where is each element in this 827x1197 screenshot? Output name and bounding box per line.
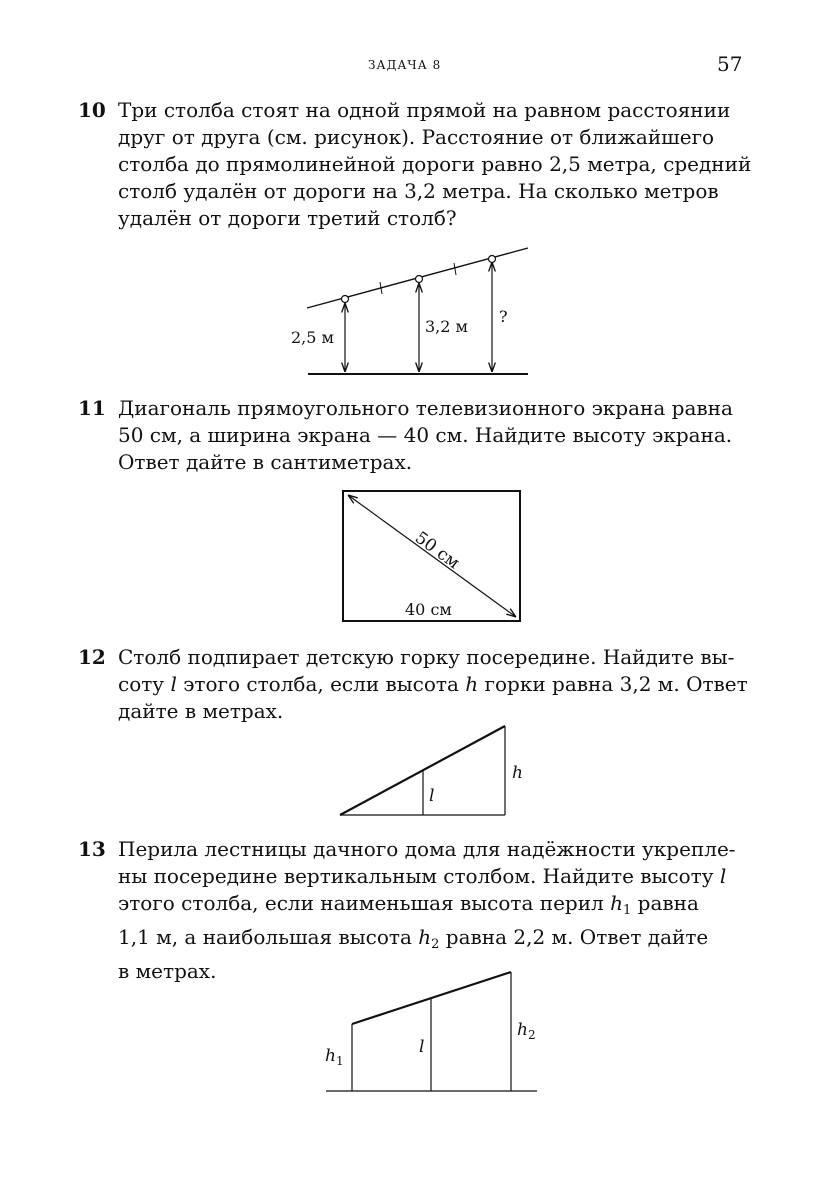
text-line: Столб подпирает детскую горку посередине. Найдите вы-	[118, 645, 735, 669]
problem-number: 13	[78, 837, 106, 861]
text-line: Диагональ прямоугольного телевизионного экрана равна	[118, 396, 733, 420]
l-label: l	[419, 1037, 425, 1057]
text-line	[118, 924, 750, 958]
h2-label	[517, 1020, 536, 1042]
subscript: 1	[623, 903, 632, 918]
text-fragment: соту	[118, 672, 171, 696]
problem-number: 10	[78, 98, 106, 122]
problem-text	[118, 836, 750, 985]
problem-text	[118, 644, 750, 725]
text-line: 50 см, а ширина экрана — 40 см. Найдите высоту экрана.	[118, 423, 733, 447]
text-line	[118, 863, 750, 890]
text-line	[118, 890, 750, 924]
page-number: 57	[717, 52, 743, 76]
text-line: в метрах.	[118, 959, 217, 983]
text-fragment: ны посередине вертикальным столбом. Найдите высоту	[118, 864, 720, 888]
problem-number: 11	[78, 396, 106, 420]
h2-sub: 2	[527, 1028, 536, 1042]
subscript: 2	[431, 937, 440, 952]
variable-h1: h	[610, 891, 624, 915]
tick-mark	[454, 263, 456, 275]
running-header: ЗАДАЧА 8	[368, 58, 442, 72]
h-label: h	[512, 763, 523, 783]
text-line: друг от друга (см. рисунок). Расстояние от ближайшего	[118, 125, 715, 149]
distance-label: 2,5 м	[291, 328, 334, 347]
text-fragment: этого столба, если высота	[176, 672, 466, 696]
text-line: Ответ дайте в сантиметрах.	[118, 450, 413, 474]
text-line: удалён от дороги третий столб?	[118, 206, 457, 230]
text-line: столба до прямолинейной дороги равно 2,5 метра, средний	[118, 152, 752, 176]
diagonal-label: 50 см	[411, 527, 464, 574]
h2-var: h	[517, 1020, 528, 1040]
variable-l: l	[719, 864, 727, 888]
text-line	[118, 671, 750, 698]
variable-h2: h	[418, 925, 432, 949]
width-label: 40 см	[405, 600, 452, 619]
distance-label: 3,2 м	[425, 317, 468, 336]
text-line: Три столба стоят на одной прямой на равном расстоянии	[118, 98, 731, 122]
l-label: l	[429, 786, 435, 806]
variable-h: h	[465, 672, 479, 696]
text-fragment: равна 2,2 м. Ответ дайте	[439, 925, 709, 949]
text-fragment: равна	[631, 891, 699, 915]
unknown-label: ?	[499, 307, 508, 326]
variable-l: l	[170, 672, 177, 696]
problem-number: 12	[78, 645, 106, 669]
text-fragment: 1,1 м, а наибольшая высота	[118, 925, 419, 949]
h1-var: h	[325, 1046, 336, 1066]
pole-point	[342, 296, 349, 303]
text-line: столб удалён от дороги на 3,2 метра. На сколько метров	[118, 179, 719, 203]
text-line: Перила лестницы дачного дома для надёжности укрепле-	[118, 837, 736, 861]
problem-text	[118, 395, 750, 476]
text-fragment: этого столба, если наименьшая высота перил	[118, 891, 611, 915]
text-line: дайте в метрах.	[118, 699, 284, 723]
h1-sub: 1	[335, 1054, 344, 1068]
h1-label	[325, 1046, 344, 1068]
pole-point	[489, 256, 496, 263]
text-fragment: горки равна 3,2 м. Ответ	[478, 672, 748, 696]
pole-point	[416, 276, 423, 283]
